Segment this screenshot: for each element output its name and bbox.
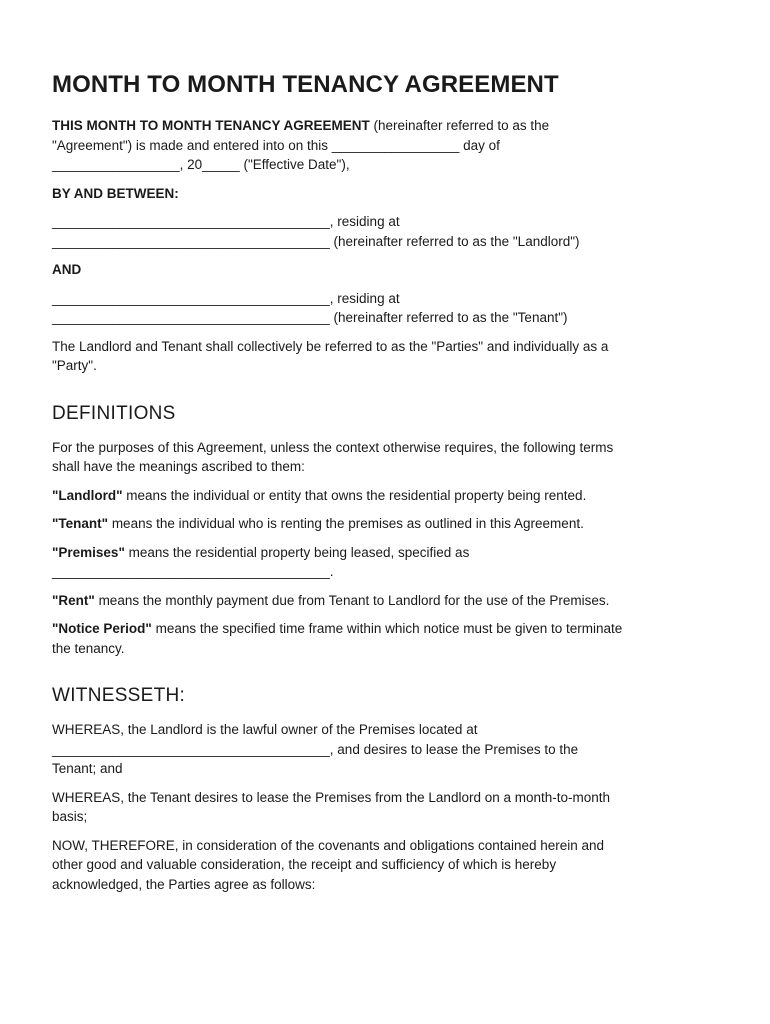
term-rent: "Rent" [52,592,95,608]
landlord-name-line: _____________________________________, residing at [52,214,400,229]
tenant-name-line: _____________________________________, residing at [52,290,400,306]
def-rent: means the monthly payment due from Tenant to Landlord for the use of the Premises. [94,592,610,608]
definition-tenant [52,514,722,534]
intro-line2: "Agreement") is made and entered into on this _________________ day of [52,137,500,153]
def-notice-period: means the specified time frame within which notice must be given to terminate [151,621,623,636]
term-tenant: "Tenant" [52,516,109,531]
whereas-owner-line2: _____________________________________, and desires to lease the Premises to the [52,741,579,757]
parties-note-line1: The Landlord and Tenant shall collectively be referred to as the "Parties" and individually as a [52,338,609,354]
term-landlord: "Landlord" [52,487,123,503]
definition-premises [52,543,722,582]
now-therefore-paragraph [52,836,722,895]
whereas-owner-paragraph [52,720,722,779]
def-tenant: means the individual who is renting the premises as outlined in this Agreement. [108,516,584,531]
premises-blank-line: _____________________________________. [52,564,334,579]
definition-notice-period [52,619,722,658]
parties-note-line2: "Party". [52,358,97,373]
now-therefore-line2: other good and valuable consideration, the receipt and sufficiency of which is hereby [52,857,557,872]
definitions-intro-line2: shall have the meanings ascribed to them: [52,459,305,474]
tenant-address-line: _____________________________________ (hereinafter referred to as the "Tenant") [52,310,568,325]
tenant-party-block [52,289,722,328]
witnesseth-heading: WITNESSETH: [52,685,186,706]
intro-bold-title: THIS MONTH TO MONTH TENANCY AGREEMENT [52,118,370,133]
parties-note [52,337,722,376]
document-body [52,70,722,903]
definitions-heading: DEFINITIONS [52,402,176,424]
intro-line3: _________________, 20_____ ("Effective Date"), [52,157,350,172]
and-label: AND [52,262,82,277]
document-title: MONTH TO MONTH TENANCY AGREEMENT [52,71,559,98]
now-therefore-line3: acknowledged, the Parties agree as follows: [52,876,316,892]
definition-rent [52,591,722,611]
intro-line1-rest: (hereinafter referred to as the [369,118,550,133]
definition-landlord [52,486,722,506]
def-premises: means the residential property being leased, specified as [124,544,470,560]
landlord-address-line: _____________________________________ (hereinafter referred to as the "Landlord") [52,233,580,249]
by-and-between-label: BY AND BETWEEN: [52,185,179,201]
whereas-owner-line3: Tenant; and [52,761,123,776]
now-therefore-line1: NOW, THEREFORE, in consideration of the covenants and obligations contained herein and [52,837,605,853]
term-notice-period: "Notice Period" [52,621,152,636]
intro-paragraph [52,116,722,175]
term-premises: "Premises" [52,544,125,560]
whereas-tenant-paragraph [52,788,722,827]
def-landlord: means the individual or entity that owns the residential property being rented. [122,487,587,503]
whereas-owner-line1: WHEREAS, the Landlord is the lawful owner of the Premises located at [52,722,478,737]
definitions-intro-line1: For the purposes of this Agreement, unless the context otherwise requires, the following terms [52,439,614,455]
whereas-tenant-line1: WHEREAS, the Tenant desires to lease the Premises from the Landlord on a month-to-month [52,789,611,805]
landlord-party-block [52,212,722,251]
definitions-intro [52,438,722,477]
whereas-tenant-line2: basis; [52,809,88,824]
def-notice-period-line2: the tenancy. [52,640,125,656]
